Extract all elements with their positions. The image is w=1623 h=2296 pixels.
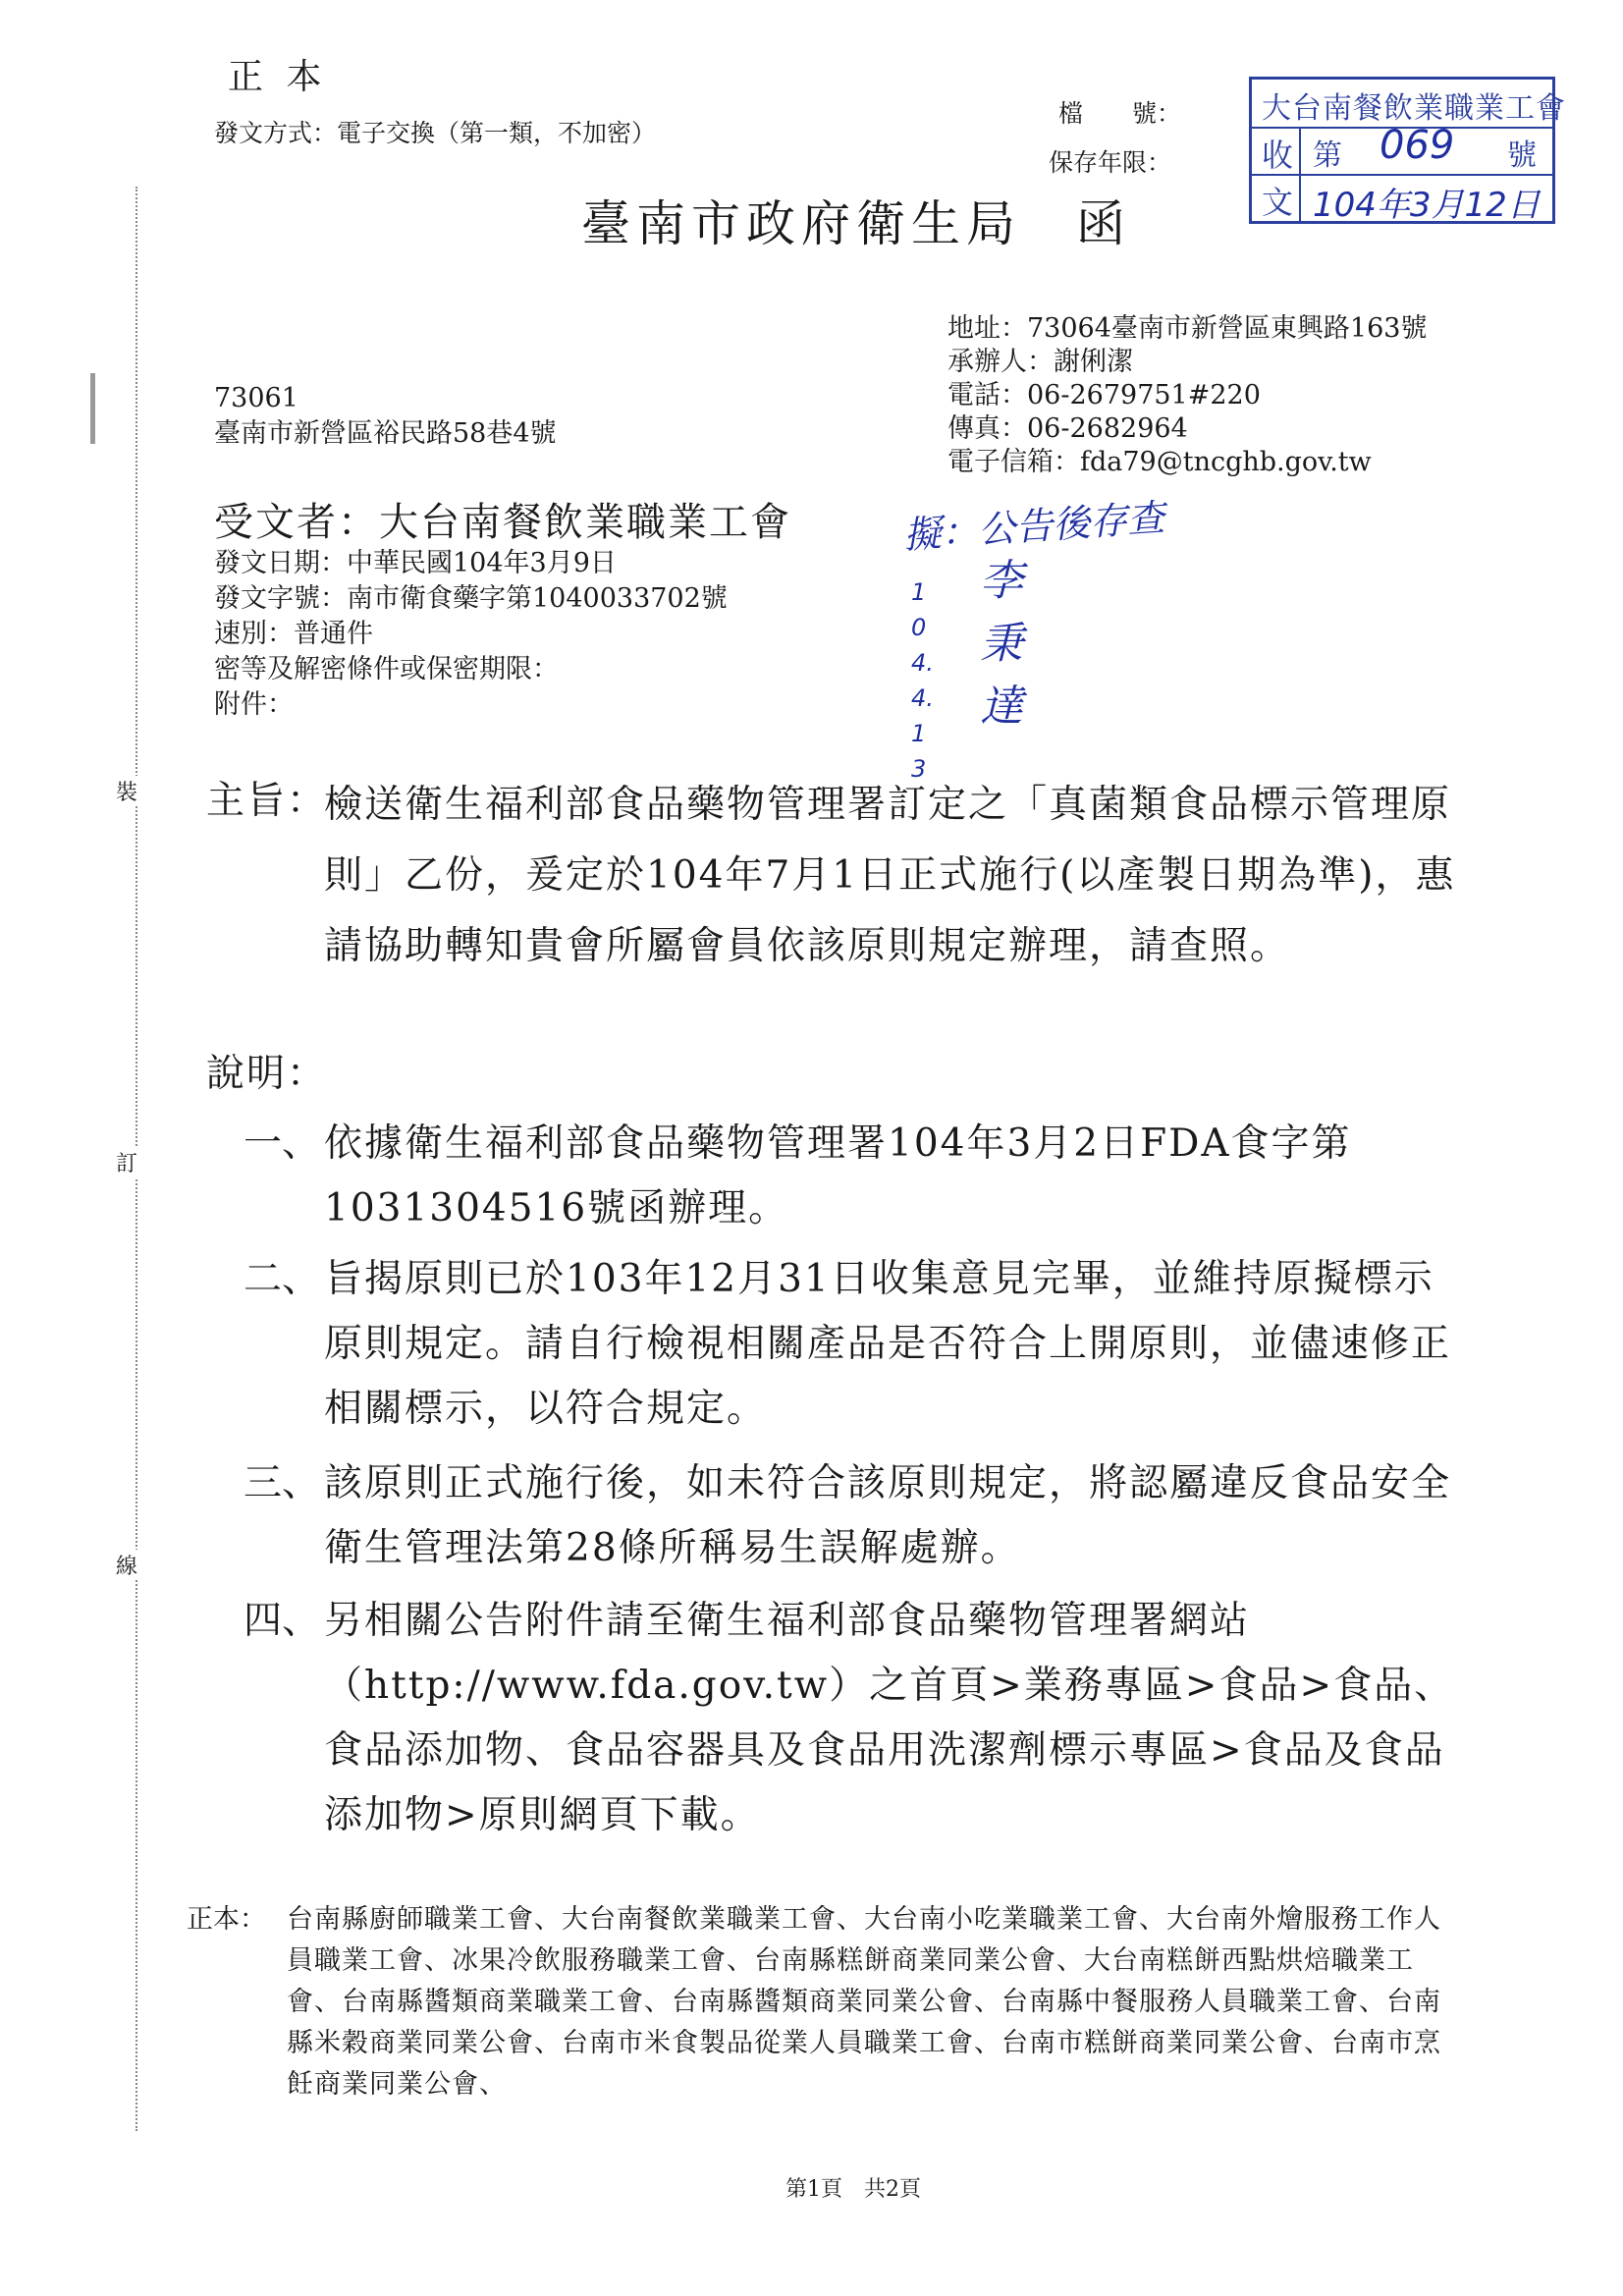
distribution-label: 正本： (187, 1904, 266, 1935)
page-number: 第1頁 共2頁 (785, 2177, 921, 2202)
copy-type-label: 正 本 (228, 57, 328, 97)
explanation-item: 依據衛生福利部食品藥物管理署104年3月2日FDA食字第1031304516號函辦理。 (324, 1121, 1352, 1230)
handwritten-date: 104.4.13 (911, 578, 934, 783)
file-number-label: 檔 號： (1058, 99, 1182, 128)
sender-email: 電子信箱：fda79@tncghb.gov.tw (947, 447, 1372, 477)
receiver-line: 受文者：大台南餐飲業職業工會 (214, 500, 791, 545)
stamp-doc-char: 文 (1262, 184, 1294, 221)
recipient-zip: 73061 (214, 383, 298, 413)
stamp-no-prefix: 第 (1313, 138, 1342, 173)
handwritten-signature: 李秉達 (980, 556, 1023, 732)
recipient-address-block (214, 381, 557, 452)
explanation-item: 另相關公告附件請至衛生福利部食品藥物管理署網站（http://www.fda.gov.tw）之首頁>業務專區>食品>食品、食品添加物、食品容器具及食品用洗潔劑標示專區>食品及食品添加物>原則網頁下載。 (324, 1599, 1455, 1837)
stamp-date: 104年3月12日 (1313, 186, 1541, 225)
send-method: 發文方式：電子交換（第一類，不加密） (214, 119, 657, 147)
binding-xian: 線 (116, 1550, 137, 1580)
punch-mark (90, 373, 95, 444)
binding-zhuang: 裝 (116, 776, 137, 806)
sender-fax: 傳真：06-2682964 (947, 413, 1188, 444)
sender-address: 地址：73064臺南市新營區東興路163號 (947, 313, 1428, 344)
binding-ding: 訂 (116, 1147, 137, 1177)
document-title: 臺南市政府衛生局 函 (581, 195, 1131, 252)
subject-text: 檢送衛生福利部食品藥物管理署訂定之「真菌類食品標示管理原則」乙份，爰定於104年7月1日正式施行(以產製日期為準)，惠請協助轉知貴會所屬會員依該原則規定辦理，請查照。 (324, 783, 1456, 968)
sender-phone: 電話：06-2679751#220 (947, 380, 1261, 410)
sender-handler: 承辦人：謝俐潔 (947, 347, 1133, 377)
explanation-label: 說明： (206, 1052, 328, 1096)
item-number: 三、 (243, 1461, 321, 1505)
stamp-receive-char: 收 (1262, 137, 1294, 174)
meta-block (214, 546, 728, 723)
speed-class: 速別：普通件 (214, 619, 373, 649)
secrecy-level: 密等及解密條件或保密期限： (214, 654, 559, 684)
sender-info (947, 312, 1427, 479)
item-number: 四、 (243, 1599, 321, 1643)
distribution-list: 台南縣廚師職業工會、大台南餐飲業職業工會、大台南小吃業職業工會、大台南外燴服務工作人員職業工會、冰果冷飲服務職業工會、台南縣糕餅商業同業公會、大台南糕餅西點烘焙職業工會、台南縣醬類商業職業工會、台南縣醬類商業同業公會、台南縣中餐服務人員職業工會、台南縣米穀商業同業公會、台南市米食製品從業人員職業工會、台南市糕餅商業同業公會、台南市烹飪商業同業公會、 (287, 1904, 1441, 2100)
item-number: 二、 (243, 1257, 321, 1301)
recipient-address: 臺南市新營區裕民路58巷4號 (214, 418, 557, 449)
stamp-org: 大台南餐飲業職業工會 (1262, 91, 1566, 126)
attachment-label: 附件： (214, 689, 294, 720)
stamp-number: 069 (1380, 123, 1455, 168)
item-number: 一、 (243, 1121, 321, 1166)
receipt-stamp (1249, 77, 1566, 225)
explanation-item: 該原則正式施行後，如未符合該原則規定，將認屬違反食品安全衛生管理法第28條所稱易生誤解處辦。 (324, 1461, 1452, 1570)
subject-label: 主旨： (206, 779, 328, 823)
retention-period-label: 保存年限： (1049, 148, 1172, 177)
stamp-no-suffix: 號 (1507, 138, 1537, 173)
issue-date: 發文日期：中華民國104年3月9日 (214, 548, 617, 578)
document-number: 發文字號：南市衛食藥字第1040033702號 (214, 583, 728, 614)
explanation-item: 旨揭原則已於103年12月31日收集意見完畢，並維持原擬標示原則規定。請自行檢視相關產品是否符合上開原則，並儘速修正相關標示，以符合規定。 (324, 1257, 1452, 1431)
handwritten-note: 擬：公告後存查 (902, 495, 1166, 558)
